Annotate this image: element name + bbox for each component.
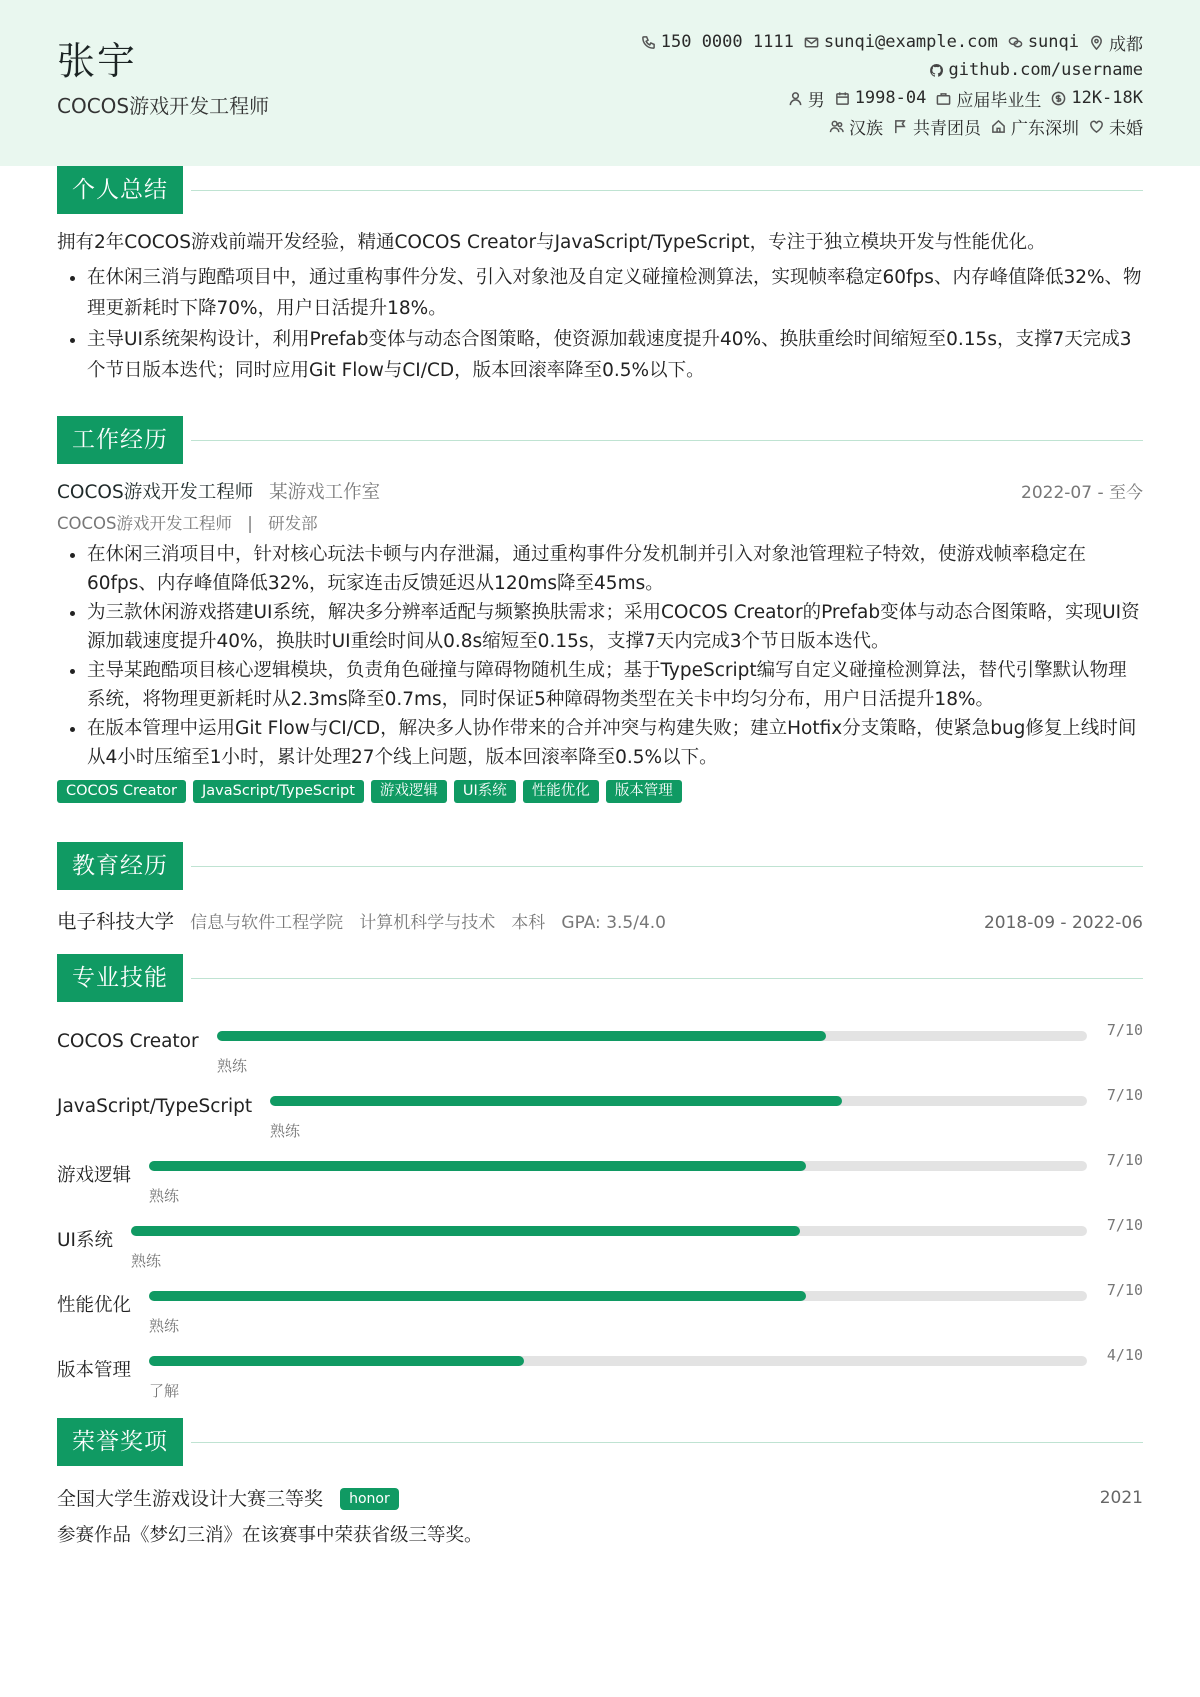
honor-year: 2021 — [1099, 1487, 1143, 1508]
work-heading: 工作经历 — [57, 416, 183, 464]
job-role: COCOS游戏开发工程师 — [57, 482, 254, 503]
work-bullet: • 主导某跑酷项目核心逻辑模块，负责角色碰撞与障碍物随机生成；基于TypeScript编写自定义碰撞检测算法，替代引擎默认物理系统，将物理更新耗时从2.3ms降至0.7ms，同时保证5种障碍物类型在关卡中均匀分布，用户日活提升18%。 — [87, 656, 1143, 714]
phone-text: 150 0000 1111 — [660, 32, 794, 52]
skill-row — [57, 1344, 1143, 1409]
job-row — [57, 478, 1143, 504]
work-bullet: • 在休闲三消项目中，针对核心玩法卡顿与内存泄漏，通过重构事件分发机制并引入对象池管理粒子特效，使游戏帧率稳定在60fps、内存峰值降低32%，玩家连击反馈延迟从120ms降至45ms。 — [87, 540, 1143, 598]
skill-bar-fill — [270, 1096, 842, 1106]
school-name: 电子科技大学 — [57, 910, 175, 933]
skill-score: 4/10 — [1106, 1346, 1143, 1364]
mail-icon — [804, 35, 819, 50]
city-item — [1089, 30, 1143, 55]
skill-tag: UI系统 — [454, 780, 516, 803]
job-separator: | — [247, 514, 253, 533]
skill-tag: COCOS Creator — [57, 780, 186, 803]
education-section — [57, 842, 1143, 934]
skill-bar-track — [270, 1096, 1087, 1106]
skill-name: 游戏逻辑 — [57, 1165, 132, 1186]
skill-tags — [57, 780, 1143, 803]
skill-level: 熟练 — [149, 1187, 180, 1205]
github-icon — [929, 63, 944, 78]
gender-text: 男 — [807, 90, 825, 111]
education-date: 2018-09 - 2022-06 — [983, 913, 1143, 933]
skill-bar-fill — [131, 1226, 800, 1236]
job-company: 某游戏工作室 — [269, 482, 381, 503]
summary-heading: 个人总结 — [57, 166, 183, 214]
skill-bar-fill — [149, 1356, 524, 1366]
skill-name: UI系统 — [57, 1230, 113, 1251]
github-text: github.com/username — [948, 60, 1143, 80]
summary-bullets — [57, 262, 1143, 386]
skill-bar-fill — [149, 1161, 806, 1171]
work-bullet: • 为三款休闲游戏搭建UI系统，解决多分辨率适配与频繁换肤需求；采用COCOS Creator的Prefab变体与动态合图策略，实现UI资源加载速度提升40%，换肤时UI重绘时间从0.8s缩短至0.15s，支撑7天内完成3个节日版本迭代。 — [87, 598, 1143, 656]
skill-name: 版本管理 — [57, 1360, 132, 1381]
work-bullet: • 在版本管理中运用Git Flow与CI/CD，解决多人协作带来的合并冲突与构建失败；建立Hotfix分支策略，使紧急bug修复上线时间从4小时压缩至1小时，累计处理27个线上问题，版本回滚率降至0.5%以下。 — [87, 714, 1143, 772]
skill-level: 熟练 — [217, 1057, 248, 1075]
work-header — [57, 416, 1143, 466]
job-date: 2022-07 - 至今 — [1021, 483, 1143, 503]
flag-icon — [893, 119, 908, 134]
skills-list — [57, 1019, 1143, 1409]
status-text: 应届毕业生 — [956, 90, 1042, 111]
skill-bar-track — [217, 1031, 1087, 1041]
salary-item — [1051, 88, 1143, 108]
wechat-text: sunqi — [1027, 32, 1079, 52]
hometown-item — [991, 114, 1079, 139]
job-position: COCOS游戏开发工程师 — [57, 514, 232, 533]
users-icon — [829, 119, 844, 134]
skill-bar-track — [149, 1356, 1087, 1366]
section-divider — [191, 978, 1143, 979]
skill-row — [57, 1084, 1143, 1149]
money-icon — [1051, 91, 1066, 106]
section-divider — [191, 190, 1143, 191]
phone-icon — [641, 35, 656, 50]
summary-section — [57, 166, 1143, 386]
job-subline — [57, 510, 1143, 534]
honor-row — [57, 1484, 1143, 1511]
candidate-name: 张宇 — [57, 39, 138, 83]
ethnicity-item — [829, 114, 883, 139]
skill-tag: JavaScript/TypeScript — [193, 780, 364, 803]
marital-item — [1089, 114, 1143, 139]
wechat-icon — [1008, 35, 1023, 50]
skill-bar-fill — [217, 1031, 826, 1041]
gpa-value: GPA: 3.5/4.0 — [561, 913, 666, 933]
briefcase-icon — [936, 91, 951, 106]
home-icon — [991, 119, 1006, 134]
education-heading: 教育经历 — [57, 842, 183, 890]
skill-row — [57, 1149, 1143, 1214]
resume-header — [0, 0, 1200, 166]
location-pin-icon — [1089, 35, 1104, 50]
skill-bar-track — [131, 1226, 1087, 1236]
hometown-text: 广东深圳 — [1011, 118, 1079, 139]
skills-section — [57, 954, 1143, 1409]
work-section — [57, 416, 1143, 803]
skill-level: 熟练 — [270, 1122, 301, 1140]
status-item — [936, 86, 1041, 111]
skill-bar-track — [149, 1161, 1087, 1171]
degree-name: 本科 — [511, 913, 546, 933]
github-item[interactable] — [929, 60, 1143, 80]
skill-name: 性能优化 — [57, 1295, 132, 1316]
contact-info — [523, 28, 1143, 140]
person-icon — [788, 91, 803, 106]
skill-row — [57, 1214, 1143, 1279]
summary-bullet: • 主导UI系统架构设计，利用Prefab变体与动态合图策略，使资源加载速度提升40%、换肤重绘时间缩短至0.15s，支撑7天完成3个节日版本迭代；同时应用Git Flow与CI/CD，版本回滚率降至0.5%以下。 — [87, 324, 1143, 386]
ethnicity-text: 汉族 — [849, 118, 883, 139]
city-text: 成都 — [1109, 34, 1143, 55]
skill-bar-fill — [149, 1291, 806, 1301]
skill-score: 7/10 — [1106, 1151, 1143, 1169]
section-divider — [191, 866, 1143, 867]
work-bullets — [57, 540, 1143, 772]
salary-text: 12K-18K — [1071, 88, 1143, 108]
calendar-icon — [835, 91, 850, 106]
honor-title: 全国大学生游戏设计大赛三等奖 — [57, 1488, 324, 1510]
summary-intro: 拥有2年COCOS游戏前端开发经验，精通COCOS Creator与JavaScript/TypeScript，专注于独立模块开发与性能优化。 — [57, 232, 1046, 253]
birth-text: 1998-04 — [854, 88, 927, 108]
skill-name: COCOS Creator — [57, 1031, 199, 1052]
honors-heading: 荣誉奖项 — [57, 1418, 183, 1466]
skill-score: 7/10 — [1106, 1216, 1143, 1234]
skill-bar-track — [149, 1291, 1087, 1301]
honors-section — [57, 1418, 1143, 1547]
email-item[interactable] — [804, 32, 998, 52]
honor-badge: honor — [340, 1488, 399, 1510]
honor-description: 参赛作品《梦幻三消》在该赛事中荣获省级三等奖。 — [57, 1525, 483, 1546]
heart-icon — [1089, 119, 1104, 134]
phone-item[interactable] — [641, 32, 794, 52]
skill-row — [57, 1279, 1143, 1344]
college-name: 信息与软件工程学院 — [190, 913, 344, 933]
skills-header — [57, 954, 1143, 1004]
summary-header — [57, 166, 1143, 216]
skill-score: 7/10 — [1106, 1021, 1143, 1039]
skill-name: JavaScript/TypeScript — [57, 1096, 253, 1117]
education-row — [57, 906, 1143, 934]
skill-level: 熟练 — [131, 1252, 162, 1270]
politics-text: 共青团员 — [913, 118, 981, 139]
job-department: 研发部 — [268, 514, 318, 533]
politics-item — [893, 114, 981, 139]
skill-tag: 性能优化 — [523, 780, 599, 803]
birth-item — [835, 88, 927, 108]
skill-level: 了解 — [149, 1382, 180, 1400]
major-name: 计算机科学与技术 — [359, 913, 496, 933]
education-header — [57, 842, 1143, 892]
honors-header — [57, 1418, 1143, 1468]
skill-row — [57, 1019, 1143, 1084]
summary-bullet: • 在休闲三消与跑酷项目中，通过重构事件分发、引入对象池及自定义碰撞检测算法，实现帧率稳定60fps、内存峰值降低32%、物理更新耗时下降70%，用户日活提升18%。 — [87, 262, 1143, 324]
section-divider — [191, 1442, 1143, 1443]
candidate-title: COCOS游戏开发工程师 — [57, 94, 270, 118]
section-divider — [191, 440, 1143, 441]
skill-tag: 版本管理 — [606, 780, 682, 803]
gender-item — [788, 86, 825, 111]
skill-score: 7/10 — [1106, 1281, 1143, 1299]
marital-text: 未婚 — [1109, 118, 1143, 139]
wechat-item[interactable] — [1008, 32, 1079, 52]
skills-heading: 专业技能 — [57, 954, 183, 1002]
skill-score: 7/10 — [1106, 1086, 1143, 1104]
skill-tag: 游戏逻辑 — [371, 780, 447, 803]
skill-level: 熟练 — [149, 1317, 180, 1335]
email-text: sunqi@example.com — [823, 32, 998, 52]
